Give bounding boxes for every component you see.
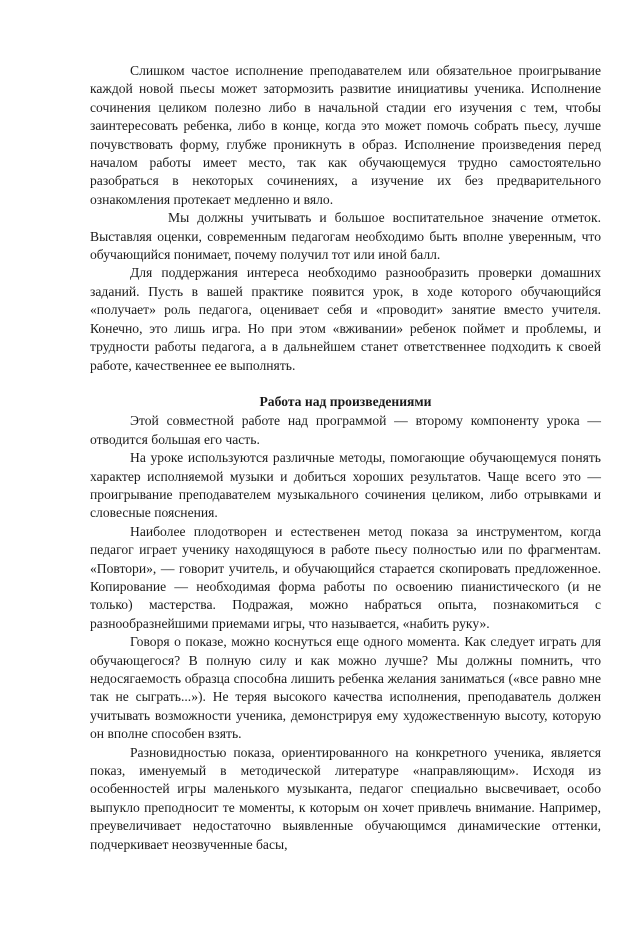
- section-heading: Работа над произведениями: [259, 393, 432, 409]
- paragraph-demonstration-method: Наиболее плодотворен и естественен метод показа за инструментом, когда педагог играет ученику находящуюся в работе пьесу полностью или по фрагментам. «Повтори», — говорит учитель, и обучающийся старается скопировать предложенное. Копирование — необходимая форма работы по освоению пианистического (и не только) мастерства. Подражая, можно набраться опыта, познакомиться с разнообразнейшими приемами игры, что называется, «набить руку».: [90, 523, 601, 631]
- paragraph-homework-checks: Для поддержания интереса необходимо разнообразить проверки домашних заданий. Пусть в вашей практике появится урок, в ходе которого обучающийся «получает» роль педагога, оценивает себя и «проводит» занятие вместо учителя. Конечно, это лишь игра. Но при этом «вживании» ребенок поймет и проблемы, и трудности работы педагога, а в дальнейшем станет ответственнее подходить к своей работе, качественнее ее выполнять.: [90, 265, 601, 373]
- paragraph-grades: Мы должны учитывать и большое воспитательное значение отметок. Выставляя оценки, современным педагогам необходимо быть вполне уверенным, что обучающийся понимает, почему получил тот или иной балл.: [90, 210, 601, 263]
- paragraph-frequent-performance: Слишком частое исполнение преподавателем или обязательное проигрывание каждой новой пьесы может затормозить развитие инициативы ученика. Исполнение сочинения целиком полезно либо в начальной стадии его изучения с тем, чтобы заинтересовать ребенка, либо в конце, когда это может помочь собрать пьесу, лучше почувствовать форму, глубже проникнуть в образ. Исполнение произведения перед началом работы имеет место, так как обучающемуся трудно самостоятельно разобраться в некоторых сочинениях, а изучение их без предварительного ознакомления протекает медленно и вяло.: [90, 63, 601, 207]
- document-page: [90, 62, 601, 854]
- paragraph-joint-work: Этой совместной работе над программой — второму компоненту урока — отводится большая его часть.: [90, 413, 601, 447]
- paragraph-how-to-play: Говоря о показе, можно коснуться еще одного момента. Как следует играть для обучающегося? В полную силу и как можно лучше? Мы должны помнить, что недосягаемость образца способна лишить ребенка желания заниматься («все равно мне так не сыграть...»). Не теряя высокого качества исполнения, преподаватель должен учитывать возможности ученика, демонстрируя ему художественную высоту, которую он вполне способен взять.: [90, 634, 601, 742]
- paragraph-guiding-demonstration: Разновидностью показа, ориентированного на конкретного ученика, является показ, именуемый в методической литературе «направляющим». Исходя из особенностей игры маленького музыканта, педагог специально высвечивает, особо выпукло преподносит те моменты, к которым он хочет привлечь внимание. Например, преувеличивает недостаточно выявленные обучающимся динамические оттенки, подчеркивает неозвученные басы,: [90, 744, 601, 852]
- paragraph-methods: На уроке используются различные методы, помогающие обучающемуся понять характер исполняемой музыки и добиться хороших результатов. Чаще всего это — проигрывание преподавателем музыкального сочинения целиком, либо отрывками и словесные пояснения.: [90, 450, 601, 521]
